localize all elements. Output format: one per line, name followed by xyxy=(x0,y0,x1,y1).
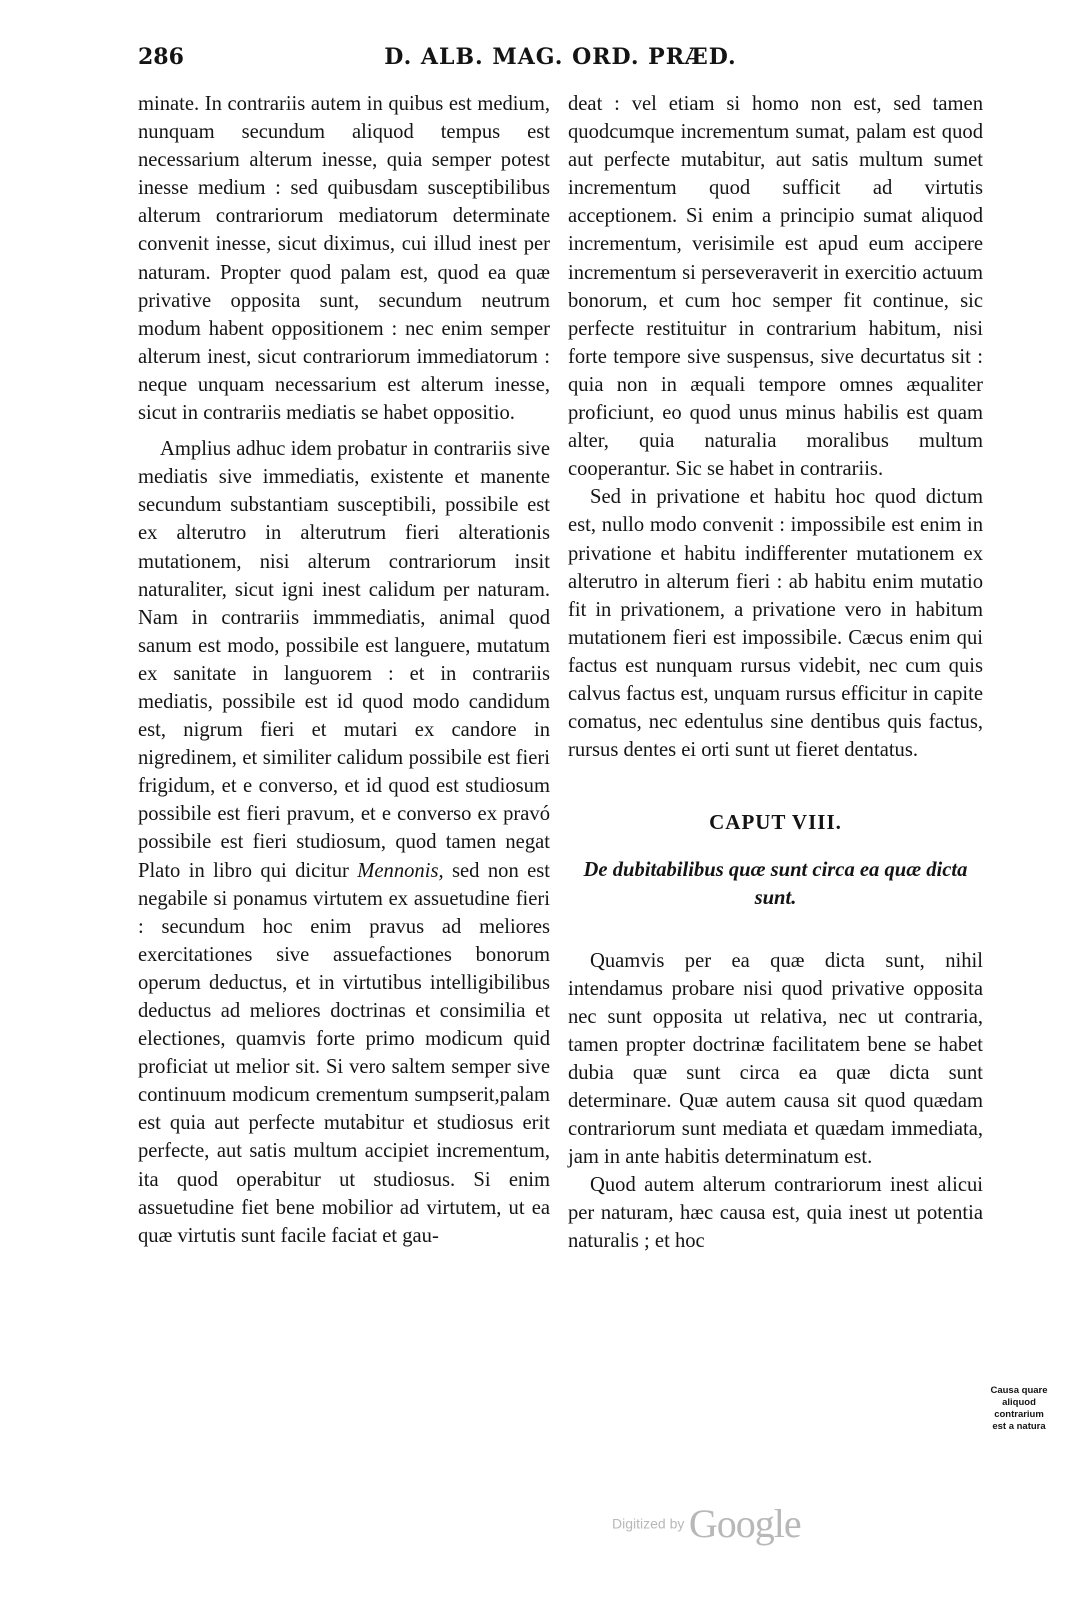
paragraph xyxy=(138,435,550,1250)
paragraph: Quamvis per ea quæ dicta sunt, nihil intendamus probare nisi quod privative opposita nec sunt opposita ut relativa, nec ut contraria, tamen propter doctrinæ facilitatem bene se habet dubia quæ sunt circa ea quæ dicta sunt determinare. Quæ autem causa sit quod quædam contrariorum sunt mediata et quædam immediata, jam in ante habitis determinatum est. xyxy=(568,949,983,1169)
chapter-title: CAPUT VIII. xyxy=(709,810,842,835)
watermark-small-text: Digitized by xyxy=(612,1515,685,1532)
paragraph-text: Amplius adhuc idem probatur in contrariis sive mediatis sive immediatis, existente et manente secundum substantiam susceptibili, possibile est ex alterutro in alterutrum fieri alterationis mutationem, nisi alterum contrariorum insit naturaliter, sicut igni inest calidum per naturam. Nam in contrariis immmediatis, animal quod sanum est modo, possibile est languere, mutatum ex sanitate in languorem : et in contrariis mediatis, possibile est id quod modo candidum est, nigrum fieri et mutari ex candore in nigredinem, et similiter calidum possibile est fieri frigidum, et e converso, et id quod est studiosum possibile est fieri pravum, et e converso ex pravó possibile est fieri studiosum, quod tamen negat Plato in libro qui dicitur xyxy=(138,438,550,882)
paragraph: Sed in privatione et habitu hoc quod dictum est, nullo modo convenit : impossibile est enim in privatione et habitu indifferenter mutationem ex alterutro in alterum fieri : ab habitu enim mutatio fit in privationem, a privatione vero in habitum mutationem fieri est impossibile. Cæcus enim qui factus est nunquam rursus videbit, nec cum quis calvus factus est, unquam rursus efficitur in capite comatus, nec edentulus sine dentibus quis factus, rursus dentes ei orti sunt ut fieret dentatus. xyxy=(568,486,983,762)
running-title: D. ALB. MAG. ORD. PRÆD. xyxy=(384,44,737,70)
chapter-subtitle: De dubitabilibus quæ sunt circa ea quæ dicta sunt. xyxy=(583,859,968,910)
left-column xyxy=(138,90,550,1250)
page-number: 286 xyxy=(138,44,184,70)
paragraph-text: sed non est negabile si ponamus virtutem ex assuetudine fieri : secundum hoc enim pravus ad meliores exercitationes sive assuefactiones bonorum operum deductus, et in virtutibus intelligibilibus deductus ad meliores doctrinas et consimilia et electiones, quamvis forte primo modicum quid proficiat ut melior sit. Si vero saltem semper sive continuum modicum crementum sumpserit,palam est quia aut perfecte mutabitur et studiosus erit perfecte, aut satis multum accipiet incrementum, ita quod operabitur ut studiosus. Si enim assuetudine fiet bene mobilior ad virtutem, ut ea quæ virtutis sunt facile faciat et gau- xyxy=(138,859,550,1247)
marginal-note: Causa quare aliquod contrarium est a natura xyxy=(990,1385,1048,1432)
book-title-italic: Mennonis, xyxy=(357,859,444,882)
digitized-watermark xyxy=(612,1500,801,1547)
right-column xyxy=(568,90,983,1256)
page-header xyxy=(138,44,983,80)
paragraph: minate. In contrariis autem in quibus est medium, nunquam secundum aliquod tempus est necessarium alterum inesse, quia semper potest inesse medium : sed quibusdam susceptibilibus alterum contrariorum mediatorum determinate convenit inesse, sicut diximus, cui illud inest per naturam. Propter quod palam est, quod ea quæ privative opposita sunt, secundum neutrum modum habent oppositionem : nec enim semper alterum inest, sicut contrariorum immediatorum : neque unquam necessarium est alterum inesse, sicut in contrariis mediatis se habet oppositio. xyxy=(138,93,550,425)
paragraph: deat : vel etiam si homo non est, sed tamen quodcumque incrementum sumat, palam est quod aut perfecte mutabitur, aut satis multum sumet incrementum quod sufficit ad virtutis acceptionem. Si enim a principio sumat aliquod incrementum, verisimile est apud eum accipere incrementum si perseveraverit in exercitio actuum bonorum, et cum hoc semper fit continue, sic perfecte restituitur in contrarium habitum, nisi forte tempore sive suspensus, sive decurtatus sit : quia non in æquali tempore omnes æqualiter proficiunt, eo quod unus minus habilis est quam alter, quia naturalia moralibus multum cooperantur. Sic se habet in contrariis. xyxy=(568,93,983,481)
paragraph: Quod autem alterum contrariorum inest alicui per naturam, hæc causa est, quia inest ut potentia naturalis ; et hoc xyxy=(568,1174,983,1253)
google-logo: Google xyxy=(688,1501,801,1546)
